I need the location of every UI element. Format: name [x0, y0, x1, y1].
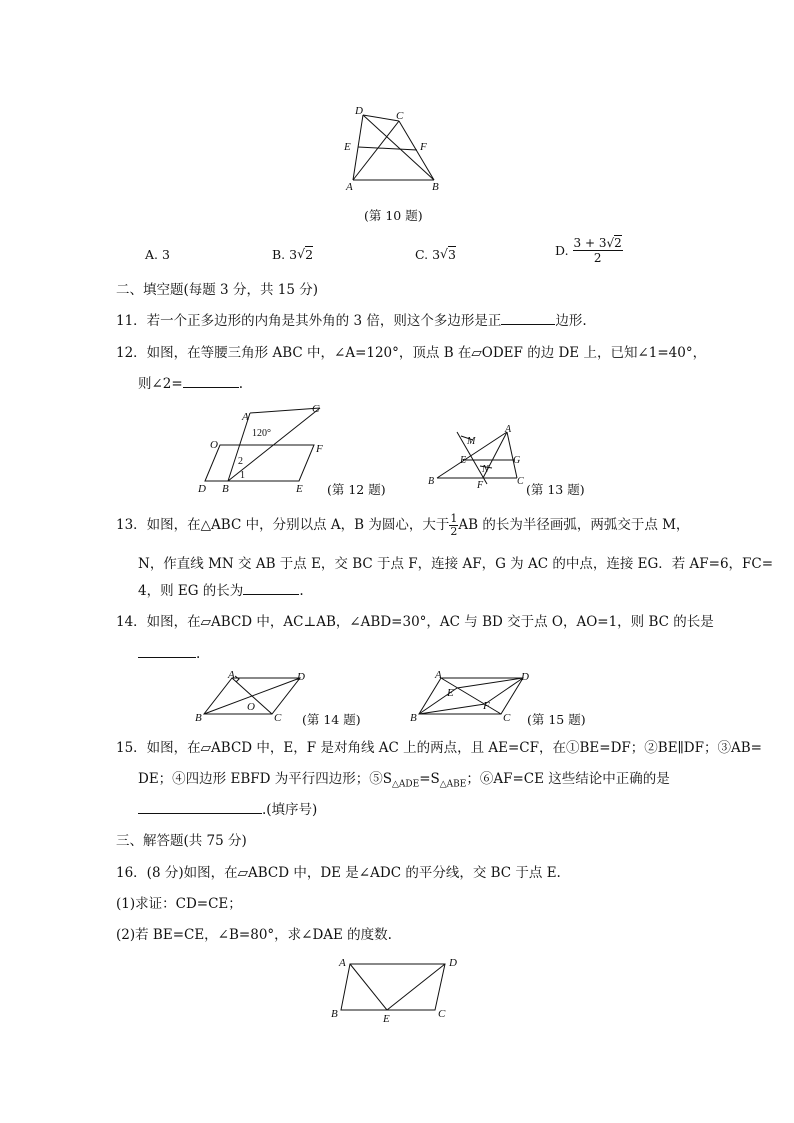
- q12-label-O: O: [210, 439, 218, 451]
- q12-label-F: F: [316, 443, 323, 455]
- q10-label-A: A: [346, 181, 353, 193]
- q10-option-b: B. 3√2: [272, 246, 314, 262]
- q11-answer-blank[interactable]: [501, 312, 555, 325]
- q10-label-D: D: [355, 105, 363, 117]
- q10-caption: (第 10 题): [364, 208, 423, 223]
- figure-q14: [190, 666, 310, 726]
- q15-line1: 15．如图，在▱ABCD 中，E，F 是对角线 AC 上的两点，且 AE=CF，在①BE=DF；②BE∥DF；③AB=: [116, 740, 762, 756]
- q16-label-C: C: [438, 1008, 446, 1020]
- q15-line2: DE；④四边形 EBFD 为平行四边形；$⑤S_{\triangle ADE}=S_{\triangle ABE}$；⑥AF=CE 这些结论中正确的是: [138, 771, 670, 790]
- q16-label-D: D: [449, 957, 457, 969]
- q14-line1: 14．如图，在▱ABCD 中，AC⊥AB，∠ABD=30°，AC 与 BD 交于点 O，AO=1，则 BC 的长是: [116, 614, 714, 630]
- q14-caption: (第 14 题): [302, 712, 361, 727]
- q13-answer-blank[interactable]: [243, 582, 299, 595]
- q13-label-C: C: [517, 476, 524, 487]
- q15-answer-blank[interactable]: [138, 801, 262, 814]
- q13-label-N: N: [482, 464, 489, 475]
- q16-label-B: B: [331, 1008, 338, 1020]
- q15-caption: (第 15 题): [527, 712, 586, 727]
- figure-q16: [325, 950, 465, 1026]
- q10-label-E: E: [344, 141, 351, 153]
- q13-label-B: B: [428, 476, 435, 487]
- q15-line3: .(填序号): [138, 801, 317, 819]
- q10-label-F: F: [420, 141, 427, 153]
- q13-label-E: E: [460, 455, 467, 466]
- q13-line1: 13．如图，在△ABC 中，分别以点 A，B 为圆心，大于 $\frac{1}{2}$ AB 的长为半径画弧，两弧交于点 M，: [116, 512, 690, 538]
- q14-label-B: B: [195, 712, 202, 724]
- q12-caption: (第 12 题): [327, 482, 386, 497]
- q14-label-O: O: [247, 701, 255, 713]
- q12-answer-blank[interactable]: [183, 375, 239, 388]
- q12-label-D: D: [198, 483, 206, 495]
- q10-option-a: A. 3: [145, 247, 170, 262]
- q13-caption: (第 13 题): [526, 482, 585, 497]
- q13-label-G: G: [513, 455, 521, 466]
- q15-label-E: E: [447, 687, 454, 699]
- q12-label-2: 2: [238, 456, 243, 467]
- q12-line1: 12．如图，在等腰三角形 ABC 中，∠A=120°，顶点 B 在▱ODEF 的边 DE 上，已知∠1=40°，: [116, 345, 707, 361]
- q13-label-F: F: [477, 480, 484, 491]
- q16-line2: (1)求证：CD=CE；: [116, 896, 242, 912]
- q15-label-A: A: [435, 669, 442, 681]
- q11-text: 11．若一个正多边形的内角是其外角的 3 倍，则这个多边形是正 边形.: [116, 313, 587, 329]
- q16-label-A: A: [339, 957, 346, 969]
- q14-label-D: D: [297, 671, 305, 683]
- q14-answer-blank[interactable]: [138, 645, 196, 658]
- figure-q15: [405, 666, 535, 726]
- q12-label-C: C: [312, 403, 320, 415]
- q12-label-E: E: [296, 483, 303, 495]
- q14-label-C: C: [274, 712, 282, 724]
- q14-line2: .: [138, 645, 200, 663]
- section-2-title: 二、填空题(每题 3 分，共 15 分): [116, 282, 318, 298]
- q16-label-E: E: [383, 1013, 390, 1025]
- q12-label-1: 1: [240, 470, 245, 481]
- figure-q10: [335, 100, 455, 195]
- q12-label-B: B: [222, 483, 229, 495]
- q15-label-D: D: [521, 671, 529, 683]
- q10-label-C: C: [396, 110, 404, 122]
- q10-option-c: C. 3√3: [415, 246, 456, 262]
- q15-label-F: F: [483, 700, 490, 712]
- q14-label-A: A: [228, 669, 235, 681]
- q13-label-A: A: [505, 424, 512, 435]
- q15-label-B: B: [410, 712, 417, 724]
- q15-label-C: C: [503, 712, 511, 724]
- q10-label-B: B: [432, 181, 439, 193]
- section-3-title: 三、解答题(共 75 分): [116, 833, 247, 849]
- q13-label-M: M: [467, 436, 476, 447]
- q16-line1: 16．(8 分)如图，在▱ABCD 中，DE 是∠ADC 的平分线，交 BC 于点 E.: [116, 865, 561, 881]
- q13-line2: N，作直线 MN 交 AB 于点 E，交 BC 于点 F，连接 AF，G 为 AC 的中点，连接 EG．若 AF=6，FC=: [138, 556, 774, 572]
- q12-line2: 则∠2= .: [138, 376, 244, 392]
- q16-line3: (2)若 BE=CE，∠B=80°，求∠DAE 的度数.: [116, 927, 392, 943]
- figure-q13: [425, 422, 535, 498]
- q10-option-d: D. $\frac{3 + 3√2}{2}$: [555, 236, 622, 265]
- q12-label-A: A: [242, 411, 249, 423]
- q13-line3: 4，则 EG 的长为 .: [138, 583, 304, 599]
- q12-label-120: 120°: [252, 428, 271, 439]
- figure-q12: [190, 398, 340, 498]
